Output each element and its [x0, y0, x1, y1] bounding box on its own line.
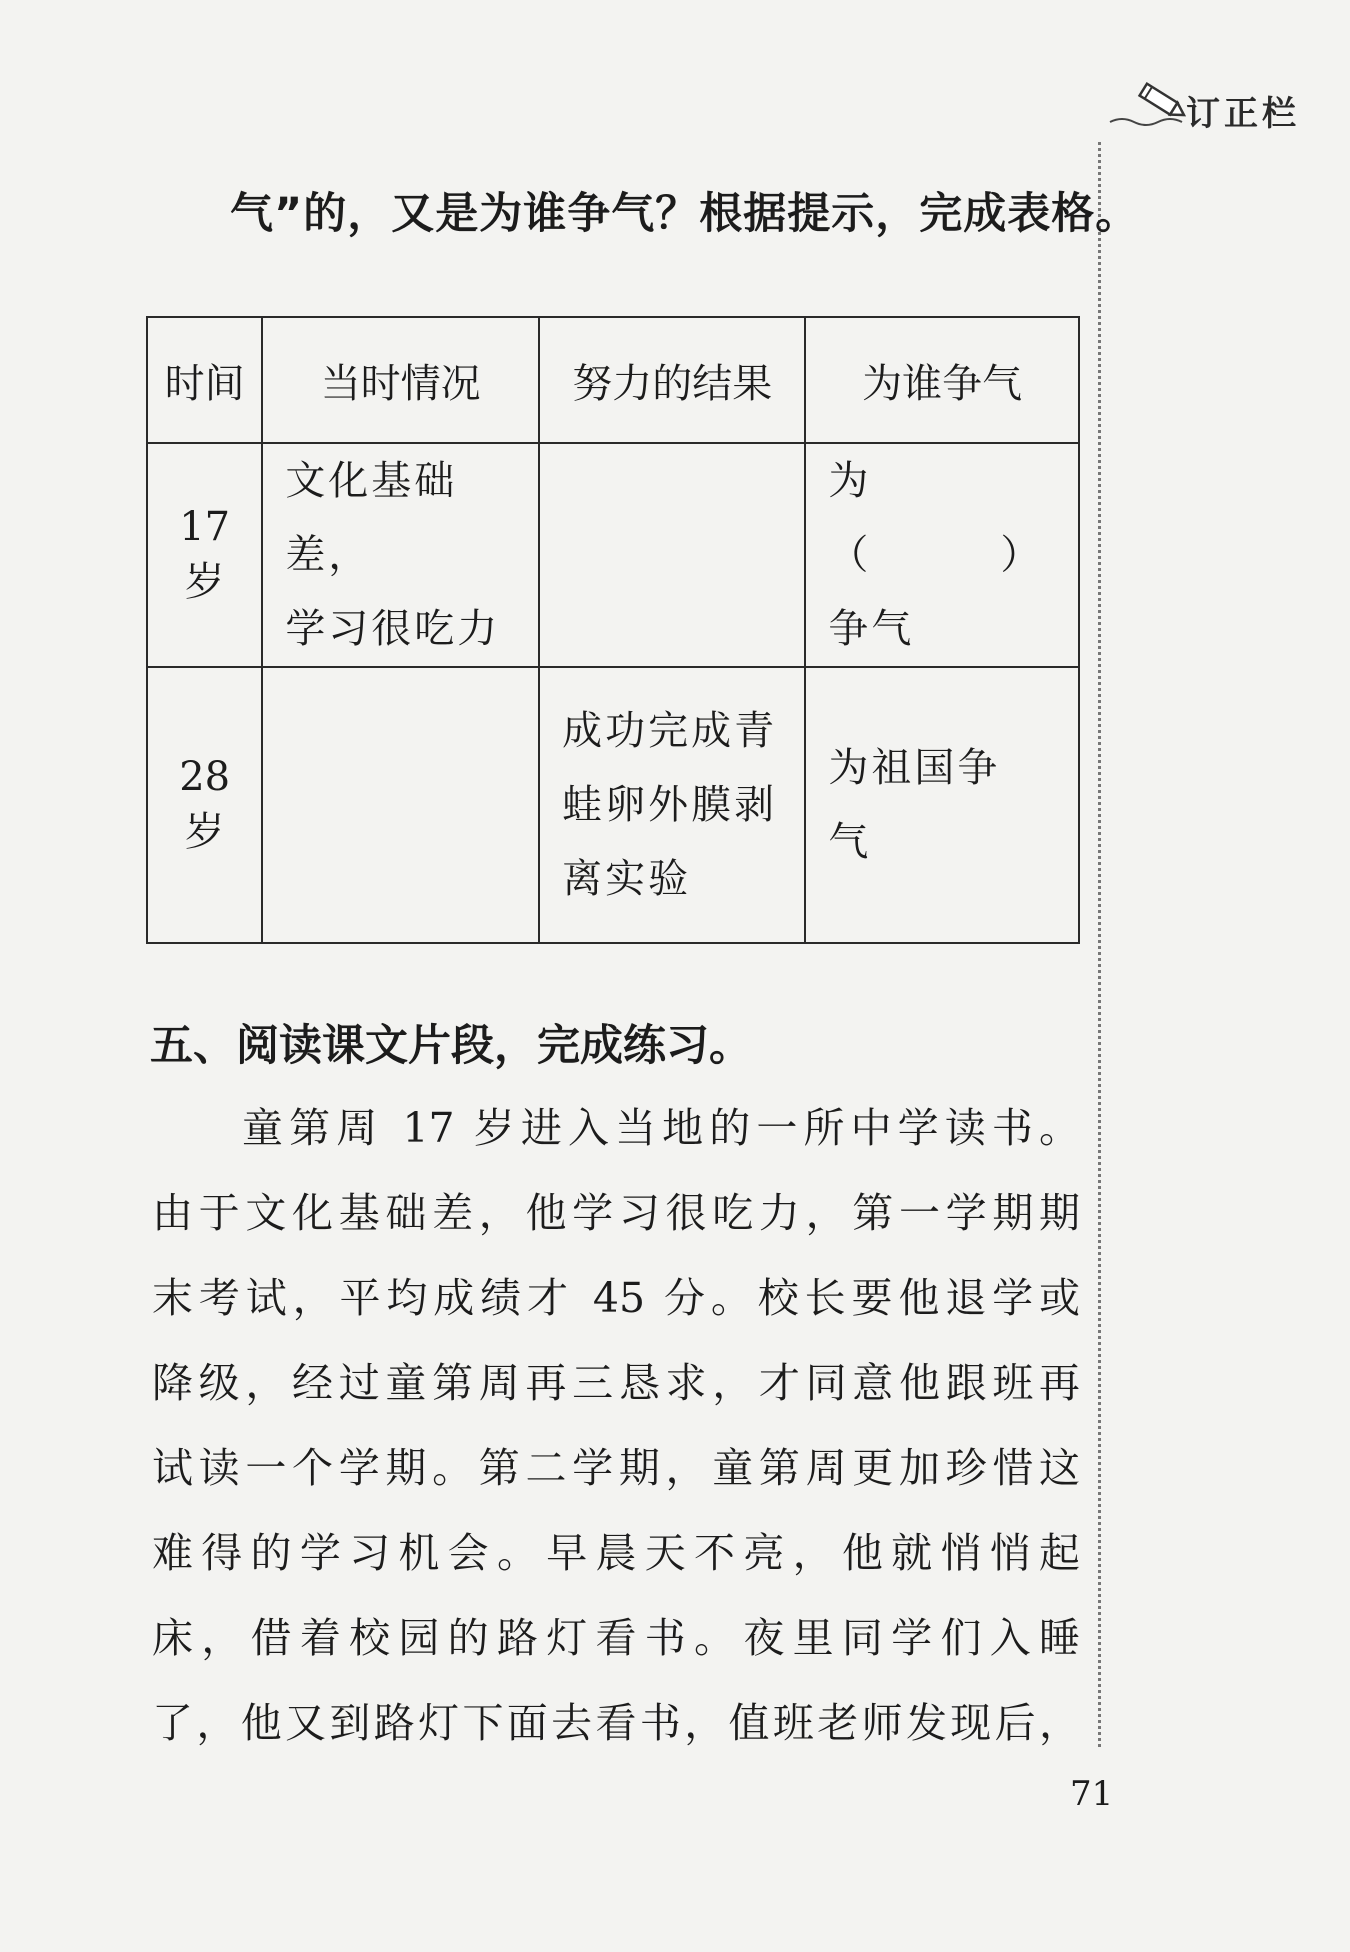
table-row — [147, 667, 1079, 943]
cell-for-whom — [805, 443, 1079, 667]
cell-line: 离实验 — [562, 856, 692, 902]
passage-line: 床，借着校园的路灯看书。夜里同学们入睡 — [152, 1614, 1080, 1662]
answer-table — [146, 316, 1080, 944]
cell-line: 成功完成青 — [562, 708, 778, 754]
question-intro: 气”的，又是为谁争气？根据提示，完成表格。 — [230, 189, 1140, 239]
cell-for-whom — [805, 667, 1079, 943]
header-situation: 当时情况 — [262, 317, 539, 443]
passage-line: 末考试，平均成绩才 45 分。校长要他退学或 — [152, 1274, 1080, 1322]
cell-line: 为祖国争 — [828, 745, 1001, 791]
correction-column-divider — [1098, 142, 1101, 1747]
correction-column-header — [1108, 72, 1330, 132]
correction-column-title: 订正栏 — [1186, 94, 1300, 134]
cell-time: 28 岁 — [147, 667, 262, 943]
page-number: 71 — [1070, 1774, 1114, 1814]
passage-line: 童第周 17 岁进入当地的一所中学读书。 — [242, 1104, 1080, 1152]
passage-line: 难得的学习机会。早晨天不亮，他就悄悄起 — [152, 1529, 1080, 1577]
cell-line: 气 — [828, 819, 872, 865]
passage-line: 降级，经过童第周再三恳求，才同意他跟班再 — [152, 1359, 1080, 1407]
cell-line: 争气 — [828, 606, 915, 652]
fill-in-blank[interactable]: 为（ ） — [828, 458, 1044, 578]
cell-situation-blank[interactable] — [262, 667, 539, 943]
cell-result — [539, 667, 805, 943]
header-time: 时间 — [147, 317, 262, 443]
table-header-row — [147, 317, 1079, 443]
cell-situation — [262, 443, 539, 667]
table-row — [147, 443, 1079, 667]
passage-line: 试读一个学期。第二学期，童第周更加珍惜这 — [152, 1444, 1080, 1492]
cell-line: 学习很吃力 — [285, 606, 501, 652]
passage-line: 了，他又到路灯下面去看书，值班老师发现后， — [152, 1699, 1080, 1747]
passage-line: 由于文化基础差，他学习很吃力，第一学期期 — [152, 1189, 1080, 1237]
section-title: 五、阅读课文片段，完成练习。 — [150, 1021, 752, 1071]
cell-time: 17 岁 — [147, 443, 262, 667]
pencil-icon — [1108, 72, 1188, 132]
header-result: 努力的结果 — [539, 317, 805, 443]
cell-result-blank[interactable] — [539, 443, 805, 667]
cell-line: 文化基础差， — [285, 458, 458, 578]
header-for-whom: 为谁争气 — [805, 317, 1079, 443]
cell-line: 蛙卵外膜剥 — [562, 782, 778, 828]
reading-passage — [152, 1092, 1080, 1772]
